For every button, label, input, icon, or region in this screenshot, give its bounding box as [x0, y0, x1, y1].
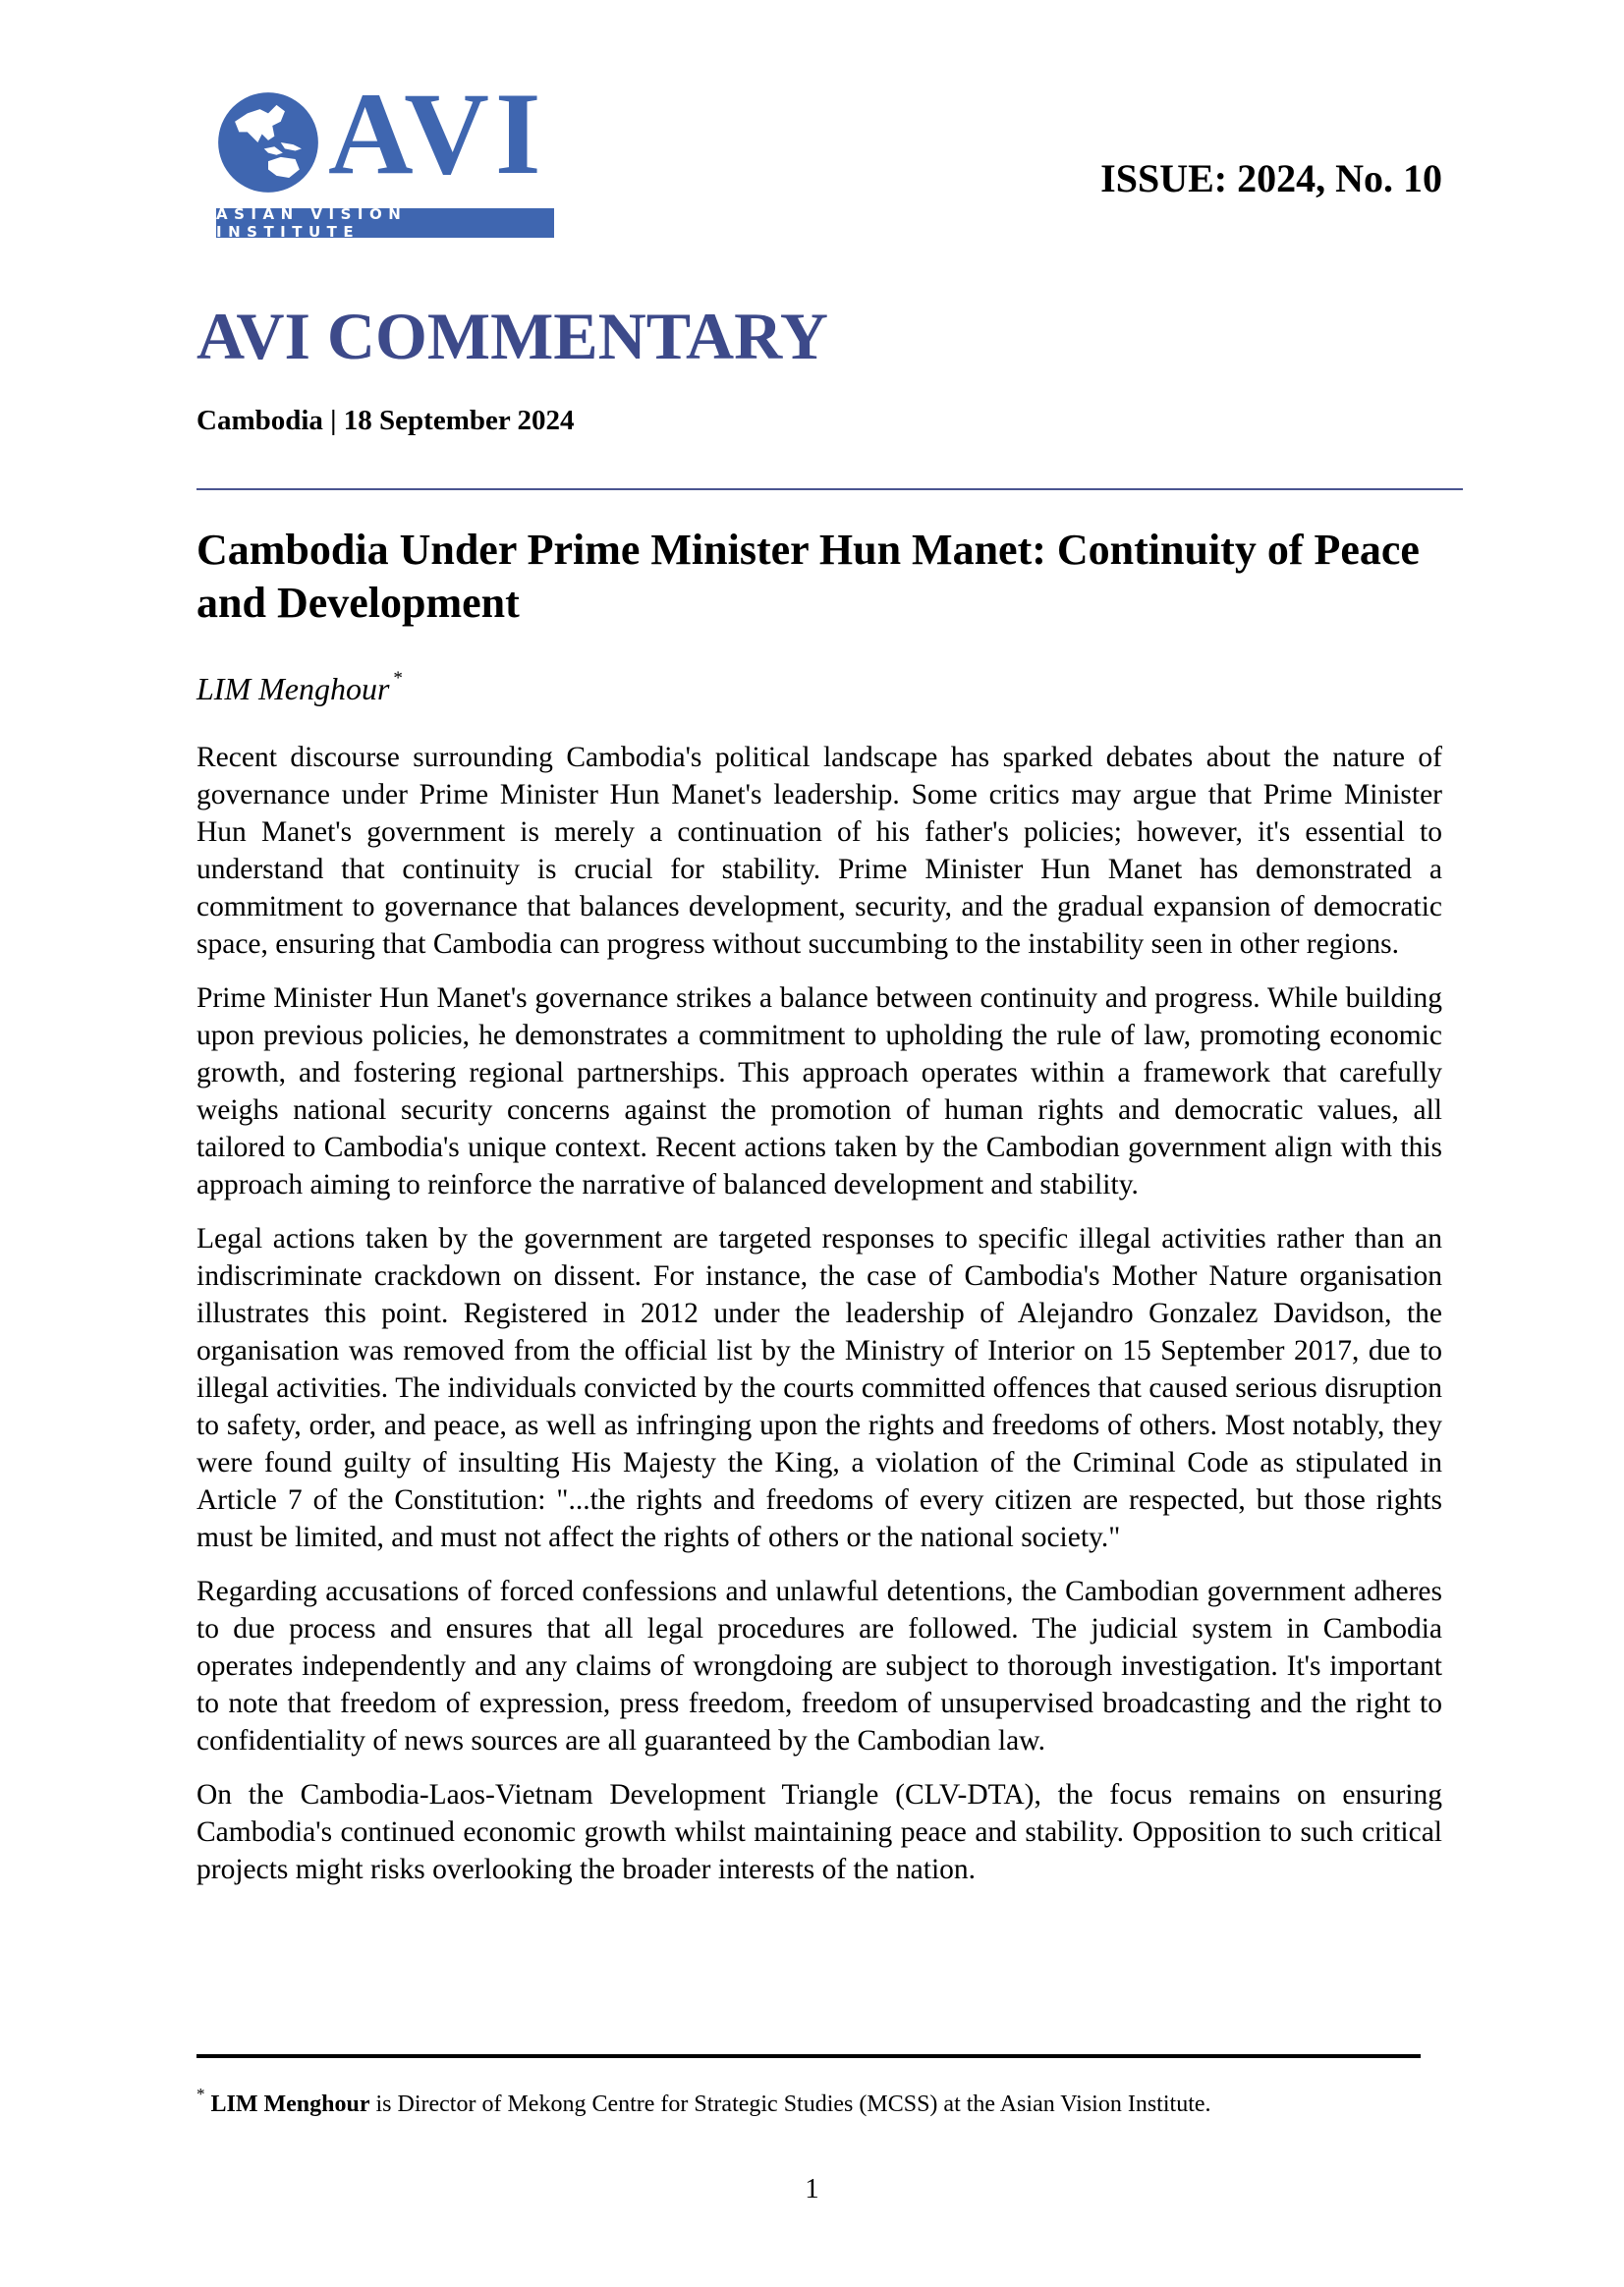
paragraph: Recent discourse surrounding Cambodia's political landscape has sparked debates about the nature of governance under Prime Minister Hun Manet's leadership. Some critics may argue that Prime Minister Hun Manet's government is merely a continuation of his father's policies; however, it's essential to understand that continuity is crucial for stability. Prime Minister Hun Manet has demonstrated a commitment to governance that balances development, security, and the gradual expansion of democratic space, ensuring that Cambodia can progress without succumbing to the instability seen in other regions. [196, 742, 1442, 960]
footnote-divider [196, 2054, 1421, 2058]
footnote [196, 2085, 1211, 2118]
author-byline [196, 668, 403, 707]
paragraph: On the Cambodia-Laos-Vietnam Development Triangle (CLV-DTA), the focus remains on ensuring Cambodia's continued economic growth whilst maintaining peace and stability. Opposition to such critical projects might risks overlooking the broader interests of the nation. [196, 1779, 1442, 1885]
paragraph: Legal actions taken by the government are targeted responses to specific illegal activities rather than an indiscriminate crackdown on dissent. For instance, the case of Cambodia's Mother Nature organisation illustrates this point. Registered in 2012 under the leadership of Alejandro Gonzalez Davidson, the organisation was removed from the official list by the Ministry of Interior on 15 September 2017, due to illegal activities. The individuals convicted by the courts committed offences that caused serious disruption to safety, order, and peace, as well as infringing upon the rights and freedoms of others. Most notably, they were found guilty of insulting His Majesty the King, a violation of the Criminal Code as stipulated in Article 7 of the Constitution: "...the rights and freedoms of every citizen are respected, but those rights must be limited, and must not affect the rights of others or the national society." [196, 1223, 1442, 1553]
footnote-marker[interactable]: * [393, 668, 403, 689]
article-title: Cambodia Under Prime Minister Hun Manet: Continuity of Peace and Development [196, 526, 1420, 627]
author-name: LIM Menghour [196, 671, 390, 706]
logo-band: ASIAN VISION INSTITUTE [216, 208, 554, 238]
globe-icon [216, 90, 320, 195]
issue-number: ISSUE: 2024, No. 10 [1100, 156, 1442, 200]
paragraph: Prime Minister Hun Manet's governance strikes a balance between continuity and progress. While building upon previous policies, he demonstrates a commitment to upholding the rule of law, promoting economic growth, and fostering regional partnerships. This approach operates within a framework that carefully weighs national security concerns against the promotion of human rights and democratic values, all tailored to Cambodia's unique context. Recent actions taken by the Cambodian government align with this approach aiming to reinforce the narrative of balanced development and stability. [196, 982, 1442, 1200]
footnote-author-name: LIM Menghour [210, 2092, 370, 2117]
series-title: AVI COMMENTARY [196, 299, 828, 373]
article-body [196, 739, 1442, 1905]
footnote-marker: * [196, 2085, 205, 2103]
paragraph: Regarding accusations of forced confessions and unlawful detentions, the Cambodian government adheres to due process and ensures that all legal procedures are followed. The judicial system in Cambodia operates independently and any claims of wrongdoing are subject to thorough investigation. It's important to note that freedom of expression, press freedom, freedom of unsupervised broadcasting and the right to confidentiality of news sources are all guaranteed by the Cambodian law. [196, 1576, 1442, 1757]
dateline: Cambodia | 18 September 2024 [196, 405, 575, 436]
avi-logo [196, 68, 562, 243]
page-number: 1 [805, 2173, 819, 2204]
footnote-text: is Director of Mekong Centre for Strategic Studies (MCSS) at the Asian Vision Institute. [369, 2092, 1211, 2117]
logo-wordmark: AVI [328, 68, 547, 198]
header-divider [196, 488, 1463, 490]
